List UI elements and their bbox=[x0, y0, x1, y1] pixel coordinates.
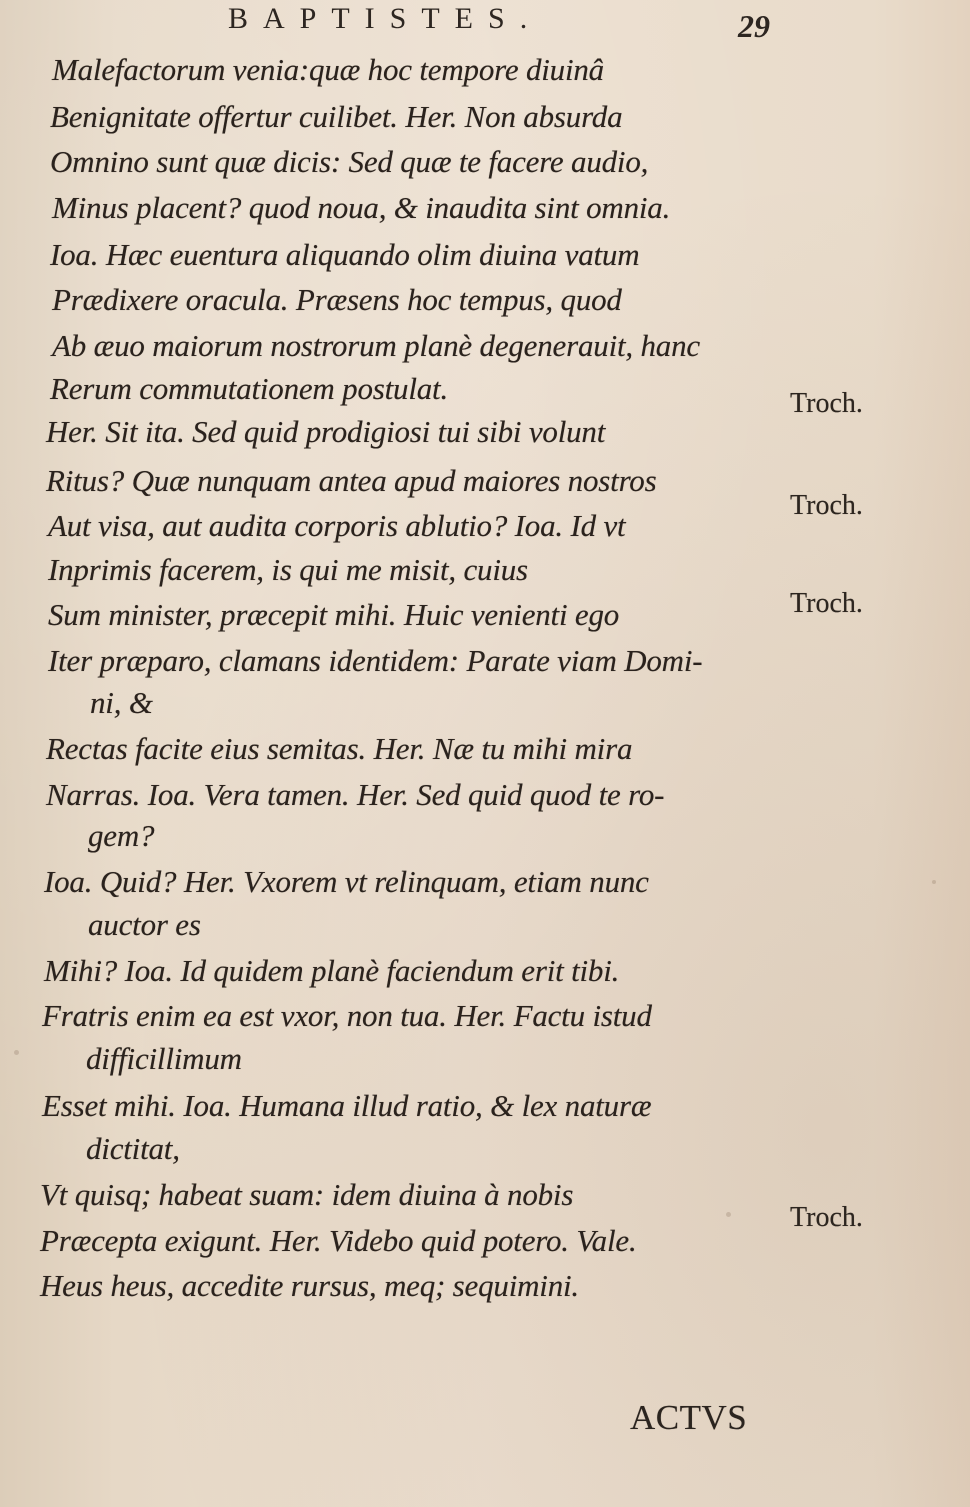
margin-note-troch: Troch. bbox=[790, 1202, 863, 1233]
margin-note-troch: Troch. bbox=[790, 388, 863, 419]
verse-line: Rectas facite eius semitas. Her. Næ tu mihi mira bbox=[46, 731, 633, 766]
verse-line: Narras. Ioa. Vera tamen. Her. Sed quid quod te ro- bbox=[46, 777, 665, 812]
verse-line: Mihi? Ioa. Id quidem planè faciendum erit tibi. bbox=[44, 953, 620, 988]
verse-line-continuation: ni, & bbox=[90, 685, 153, 720]
paper-spot bbox=[932, 880, 936, 884]
verse-line: Heus heus, accedite rursus, meq; sequimini. bbox=[40, 1268, 579, 1303]
verse-line: Rerum commutationem postulat. bbox=[50, 371, 449, 406]
verse-line: Vt quisq; habeat suam: idem diuina à nobis bbox=[40, 1177, 574, 1212]
running-title: BAPTISTES. bbox=[228, 2, 543, 35]
running-head bbox=[0, 2, 970, 46]
verse-line-continuation: dictitat, bbox=[86, 1131, 180, 1166]
catchword: ACTVS bbox=[630, 1398, 748, 1437]
verse-line: Ritus? Quæ nunquam antea apud maiores nostros bbox=[46, 463, 657, 498]
verse-line-continuation: difficillimum bbox=[86, 1041, 242, 1076]
verse-line: Her. Sit ita. Sed quid prodigiosi tui sibi volunt bbox=[46, 414, 606, 449]
page-number: 29 bbox=[738, 8, 770, 44]
verse-line: Ioa. Quid? Her. Vxorem vt relinquam, etiam nunc bbox=[44, 864, 649, 899]
verse-line: Prædixere oracula. Præsens hoc tempus, quod bbox=[52, 282, 622, 317]
verse-line-continuation: gem? bbox=[88, 818, 155, 853]
verse-line: Præcepta exigunt. Her. Videbo quid potero. Vale. bbox=[40, 1223, 637, 1258]
paper-spot bbox=[14, 1050, 19, 1055]
margin-note-troch: Troch. bbox=[790, 490, 863, 521]
verse-line-continuation: auctor es bbox=[88, 907, 201, 942]
verse-line: Benignitate offertur cuilibet. Her. Non absurda bbox=[50, 99, 623, 134]
margin-note-troch: Troch. bbox=[790, 588, 863, 619]
verse-line: Inprimis facerem, is qui me misit, cuius bbox=[48, 552, 528, 587]
verse-line: Ab æuo maiorum nostrorum planè degenerauit, hanc bbox=[52, 328, 700, 363]
verse-line: Malefactorum venia:quæ hoc tempore diuinâ bbox=[52, 52, 604, 87]
paper-spot bbox=[726, 1212, 731, 1217]
verse-line: Sum minister, præcepit mihi. Huic venienti ego bbox=[48, 597, 620, 632]
verse-line: Aut visa, aut audita corporis ablutio? Ioa. Id vt bbox=[48, 508, 626, 543]
verse-line: Omnino sunt quæ dicis: Sed quæ te facere audio, bbox=[50, 144, 649, 179]
verse-line: Minus placent? quod noua, & inaudita sint omnia. bbox=[52, 190, 671, 225]
verse-line: Iter præparo, clamans identidem: Parate viam Domi- bbox=[48, 643, 703, 678]
verse-line: Fratris enim ea est vxor, non tua. Her. Factu istud bbox=[42, 998, 652, 1033]
verse-line: Esset mihi. Ioa. Humana illud ratio, & lex naturæ bbox=[42, 1088, 652, 1123]
verse-line: Ioa. Hæc euentura aliquando olim diuina vatum bbox=[50, 237, 640, 272]
